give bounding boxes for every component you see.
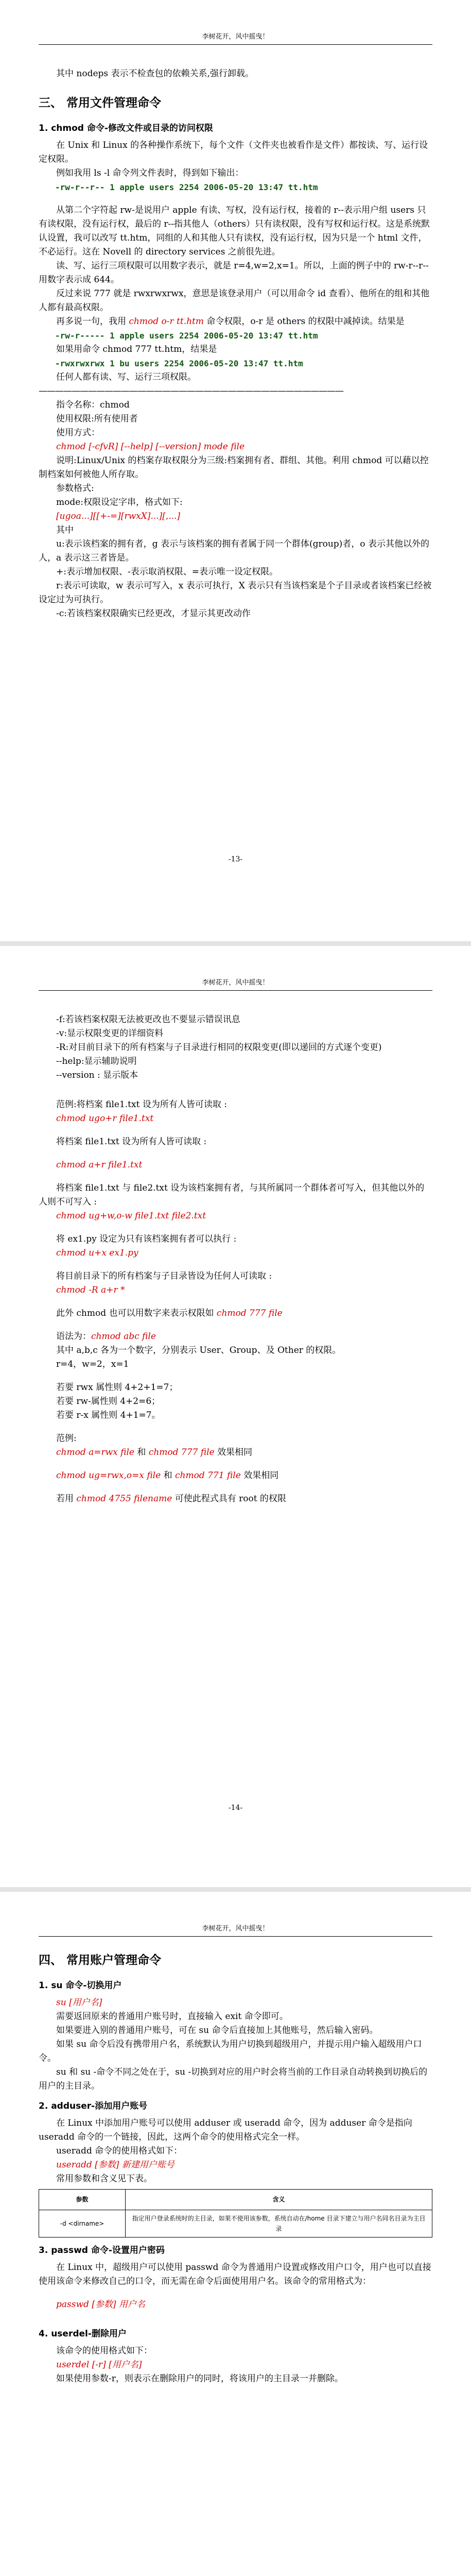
- paragraph: 在 Linux 中添加用户账号可以使用 adduser 或 useradd 命令，因为 adduser 命令是指向 useradd 命令的一个链接，因此，这两个命令的使用格式完全一样。: [39, 2118, 412, 2142]
- paragraph: 说明:Linux/Unix 的档案存取权限分为三级:档案拥有者、群组、其他。利用 chmod 可以藉以控制档案如何被他人所存取。: [39, 455, 429, 480]
- page-body: [39, 1954, 432, 2386]
- subsection-title: 2. adduser-添加用户账号: [39, 2101, 148, 2111]
- example-text: 将 ex1.py 设定为只有该档案拥有者可以执行 :: [56, 1234, 237, 1244]
- usage-syntax: chmod [-cfvR] [--help] [--version] mode file: [56, 442, 245, 452]
- ls-output-line: -rw-r--r-- 1 apple users 2254 2006-05-20 13:47 tt.htm: [55, 182, 318, 192]
- page-gap: [0, 1887, 471, 1892]
- running-header: 李树花开，风中摇曳！: [202, 33, 269, 41]
- paragraph: +:表示增加权限、-表示取消权限、=表示唯一设定权限。: [56, 567, 278, 577]
- separator-line: —————————————————————————————————————: [39, 386, 343, 396]
- text: 命令权限，o-r 是 others 的权限中减掉读。结果是: [204, 316, 405, 327]
- paragraph: r=4，w=2，x=1: [56, 1359, 129, 1369]
- page-15: [0, 1892, 471, 2576]
- command-example: chmod 777 file: [148, 1447, 215, 1458]
- parameter-table: [39, 2189, 432, 2238]
- paragraph: [39, 1469, 432, 1483]
- example-text: 将档案 file1.txt 与 file2.txt 设为该档案拥有者，与其所属同一个群体者可写入，但其他以外的人则不可写入 :: [39, 1183, 425, 1207]
- usage-label: 使用方式：: [56, 428, 100, 438]
- page-body: [39, 67, 432, 621]
- paragraph: 其中: [56, 525, 74, 535]
- section-title: 四、 常用账户管理命令: [39, 1954, 162, 1967]
- paragraph: 若要 rw-属性则 4+2=6；: [56, 1396, 161, 1406]
- command-syntax: su [用户名]: [56, 1997, 102, 2008]
- command-name: 指令名称：chmod: [56, 400, 130, 410]
- command-example: chmod ug=rwx,o=x file: [56, 1470, 161, 1481]
- table-header-row: [39, 2190, 432, 2210]
- command-example: chmod a+r file1.txt: [56, 1160, 143, 1170]
- ls-output-line: -rw-r----- 1 apple users 2254 2006-05-20 13:47 tt.htm: [55, 331, 318, 341]
- paragraph: 如果用命令 chmod 777 tt.htm，结果是: [56, 344, 217, 354]
- example-text: 范例:将档案 file1.txt 设为所有人皆可读取 :: [56, 1099, 227, 1110]
- paragraph: 读、写、运行三项权限可以用数字表示，就是 r=4,w=2,x=1。所以，上面的例子中的 rw-r--r--用数字表示成 644。: [39, 261, 429, 285]
- subsection-title: 3. passwd 命令-设置用户密码: [39, 2245, 165, 2256]
- text: 效果相同: [240, 1470, 279, 1481]
- option-line: -v:显示权限变更的详细资料: [56, 1028, 164, 1039]
- command-example: chmod 4755 filename: [76, 1494, 172, 1504]
- command-example: chmod -R a+r *: [56, 1285, 125, 1295]
- subsection-title: 4. userdel-删除用户: [39, 2329, 127, 2339]
- mode-syntax: [ugoa...][[+-=][rwxX]...][,...]: [56, 511, 181, 521]
- page-14: [0, 946, 471, 1887]
- command-example: chmod u+x ex1.py: [56, 1248, 138, 1258]
- paragraph: 该命令的使用格式如下：: [56, 2346, 152, 2356]
- option-line: --version : 显示版本: [56, 1070, 138, 1080]
- command-syntax: passwd [参数] 用户名: [56, 2299, 145, 2310]
- header-rule: [39, 990, 432, 991]
- paragraph: 若要 rwx 属性则 4+2+1=7；: [56, 1382, 178, 1393]
- table-row: [39, 2210, 432, 2238]
- paragraph: 在 Linux 中，超级用户可以使用 passwd 命令为普通用户设置或修改用户口令，用户也可以直接使用该命令来修改自己的口令，而无需在命令后面使用用户名。该命令的常用格式为：: [39, 2262, 431, 2286]
- subsection-title: 1. su 命令-切换用户: [39, 1980, 122, 1991]
- table-cell: 指定用户登录系统时的主目录，如果不使用该参数，系统自动在/home 目录下建立与用户名同名目录为主目录: [126, 2210, 432, 2238]
- paragraph: 如果要进入别的普通用户账号，可在 su 命令后直接加上其他账号，然后输入密码。: [56, 2025, 378, 2036]
- paragraph: 若要 r-x 属性则 4+1=7。: [56, 1410, 161, 1420]
- header-rule: [39, 44, 432, 45]
- header-rule: [39, 1936, 432, 1937]
- command-syntax: userdel [-r] [用户名]: [56, 2360, 142, 2370]
- paragraph: 从第二个字符起 rw-是说用户 apple 有读、写权，没有运行权，接着的 r--表示用户组 users 只有读权限，没有运行权，最后的 r--指其他人（others）只有读权限，没有写权和运行权。这是系统默认设置，我可以改写 tt.htm，同组的人和其他人只有读权，没有运行权，因为只是一个 html 文件，不必运行。这在 Novell 的 directory services 之前很先进。: [39, 205, 430, 257]
- running-header: 李树花开，风中摇曳！: [202, 979, 269, 987]
- paragraph: 其中 a,b,c 各为一个数字，分别表示 User、Group、及 Other 的权限。: [56, 1345, 341, 1355]
- paragraph: 范例:: [56, 1433, 77, 1444]
- intro-text: 其中 nodeps 表示不检查包的依赖关系,强行卸载。: [56, 69, 254, 79]
- paragraph: [39, 315, 432, 329]
- subsection-title: 1. chmod 命令-修改文件或目录的访问权限: [39, 123, 213, 133]
- section-title: 三、 常用文件管理命令: [39, 96, 162, 110]
- example-text: 将目前目录下的所有档案与子目录皆设为任何人可读取 :: [56, 1271, 272, 1281]
- paragraph: 如果 su 命令后没有携带用户名，系统默认为用户切换到超级用户，并提示用户输入超级用户口令。: [39, 2039, 422, 2063]
- running-header: 李树花开，风中摇曳！: [202, 1925, 269, 1933]
- command-example: chmod o-r tt.htm: [129, 316, 204, 327]
- text: 此外 chmod 也可以用数字来表示权限如: [56, 1308, 217, 1318]
- table-cell: -d <dirname>: [39, 2210, 126, 2238]
- page-number: -13-: [228, 855, 243, 863]
- permission-info: 使用权限:所有使用者: [56, 414, 138, 424]
- command-example: chmod abc file: [91, 1331, 156, 1342]
- page-gap: [0, 941, 471, 946]
- text: 和: [161, 1470, 175, 1481]
- paragraph: 例如我用 ls -l 命令列文件表时，得到如下输出：: [56, 168, 244, 178]
- paragraph: 需要返回原来的普通用户账号时，直接输入 exit 命令即可。: [56, 2011, 288, 2022]
- command-example: chmod 771 file: [175, 1470, 241, 1481]
- paragraph: [39, 1330, 432, 1344]
- paragraph: -c:若该档案权限确实已经更改，才显示其更改动作: [56, 608, 251, 619]
- example-text: 将档案 file1.txt 设为所有人皆可读取 :: [56, 1137, 207, 1147]
- paragraph: useradd 命令的使用格式如下：: [56, 2146, 183, 2156]
- command-example: chmod ugo+r file1.txt: [56, 1113, 154, 1124]
- command-example: chmod ug+w,o-w file1.txt file2.txt: [56, 1211, 206, 1221]
- paragraph: 任何人都有读、写、运行三项权限。: [56, 372, 196, 382]
- text: 若用: [56, 1494, 77, 1504]
- page-13: [0, 0, 471, 941]
- command-syntax: useradd [参数] 新建用户账号: [56, 2160, 175, 2170]
- option-line: -f:若该档案权限无法被更改也不要显示错误讯息: [56, 1014, 240, 1025]
- command-example: chmod 777 file: [216, 1308, 283, 1318]
- table-header-cell: 参数: [39, 2190, 126, 2210]
- paragraph: [39, 1307, 432, 1320]
- paragraph: 反过来说 777 就是 rwxrwxrwx，意思是该登录用户（可以用命令 id 查看）、他所在的组和其他人都有最高权限。: [39, 289, 430, 313]
- text: 语法为：: [56, 1331, 91, 1342]
- paragraph: r:表示可读取，w 表示可写入，x 表示可执行，X 表示只有当该档案是个子目录或者该档案已经被设定过为可执行。: [39, 581, 432, 605]
- paragraph: 常用参数和含义见下表。: [56, 2174, 152, 2184]
- command-example: chmod a=rwx file: [56, 1447, 134, 1458]
- ls-output-line: -rwxrwxrwx 1 bu users 2254 2006-05-20 13:47 tt.htm: [55, 359, 303, 368]
- text: 再多说一句，我用: [56, 316, 129, 327]
- text: 可使此程式具有 root 的权限: [172, 1494, 286, 1504]
- table-header-cell: 含义: [126, 2190, 432, 2210]
- paragraph: 如果使用参数-r，则表示在删除用户的同时，将该用户的主目录一并删除。: [56, 2374, 343, 2384]
- paragraph: mode:权限设定字串，格式如下:: [56, 497, 183, 507]
- option-line: --help:显示辅助说明: [56, 1056, 137, 1066]
- text: 和: [134, 1447, 149, 1458]
- paragraph: u:表示该档案的拥有者，g 表示与该档案的拥有者属于同一个群体(group)者，o 表示其他以外的人，a 表示这三者皆是。: [39, 539, 429, 563]
- paragraph: 在 Unix 和 Linux 的各种操作系统下，每个文件（文件夹也被看作是文件）都按读、写、运行设定权限。: [39, 140, 428, 164]
- page-number: -14-: [228, 1804, 243, 1812]
- paragraph: 参数格式:: [56, 483, 94, 494]
- paragraph: [39, 1492, 432, 1506]
- paragraph: su 和 su -命令不同之处在于，su -切换到对应的用户时会将当前的工作目录自动转换到切换后的用户的主目录。: [39, 2067, 428, 2091]
- paragraph: [39, 1446, 432, 1460]
- option-line: -R:对目前目录下的所有档案与子目录进行相同的权限变更(即以递回的方式逐个变更): [56, 1042, 382, 1053]
- text: 效果相同: [214, 1447, 253, 1458]
- page-body: [39, 1013, 432, 1506]
